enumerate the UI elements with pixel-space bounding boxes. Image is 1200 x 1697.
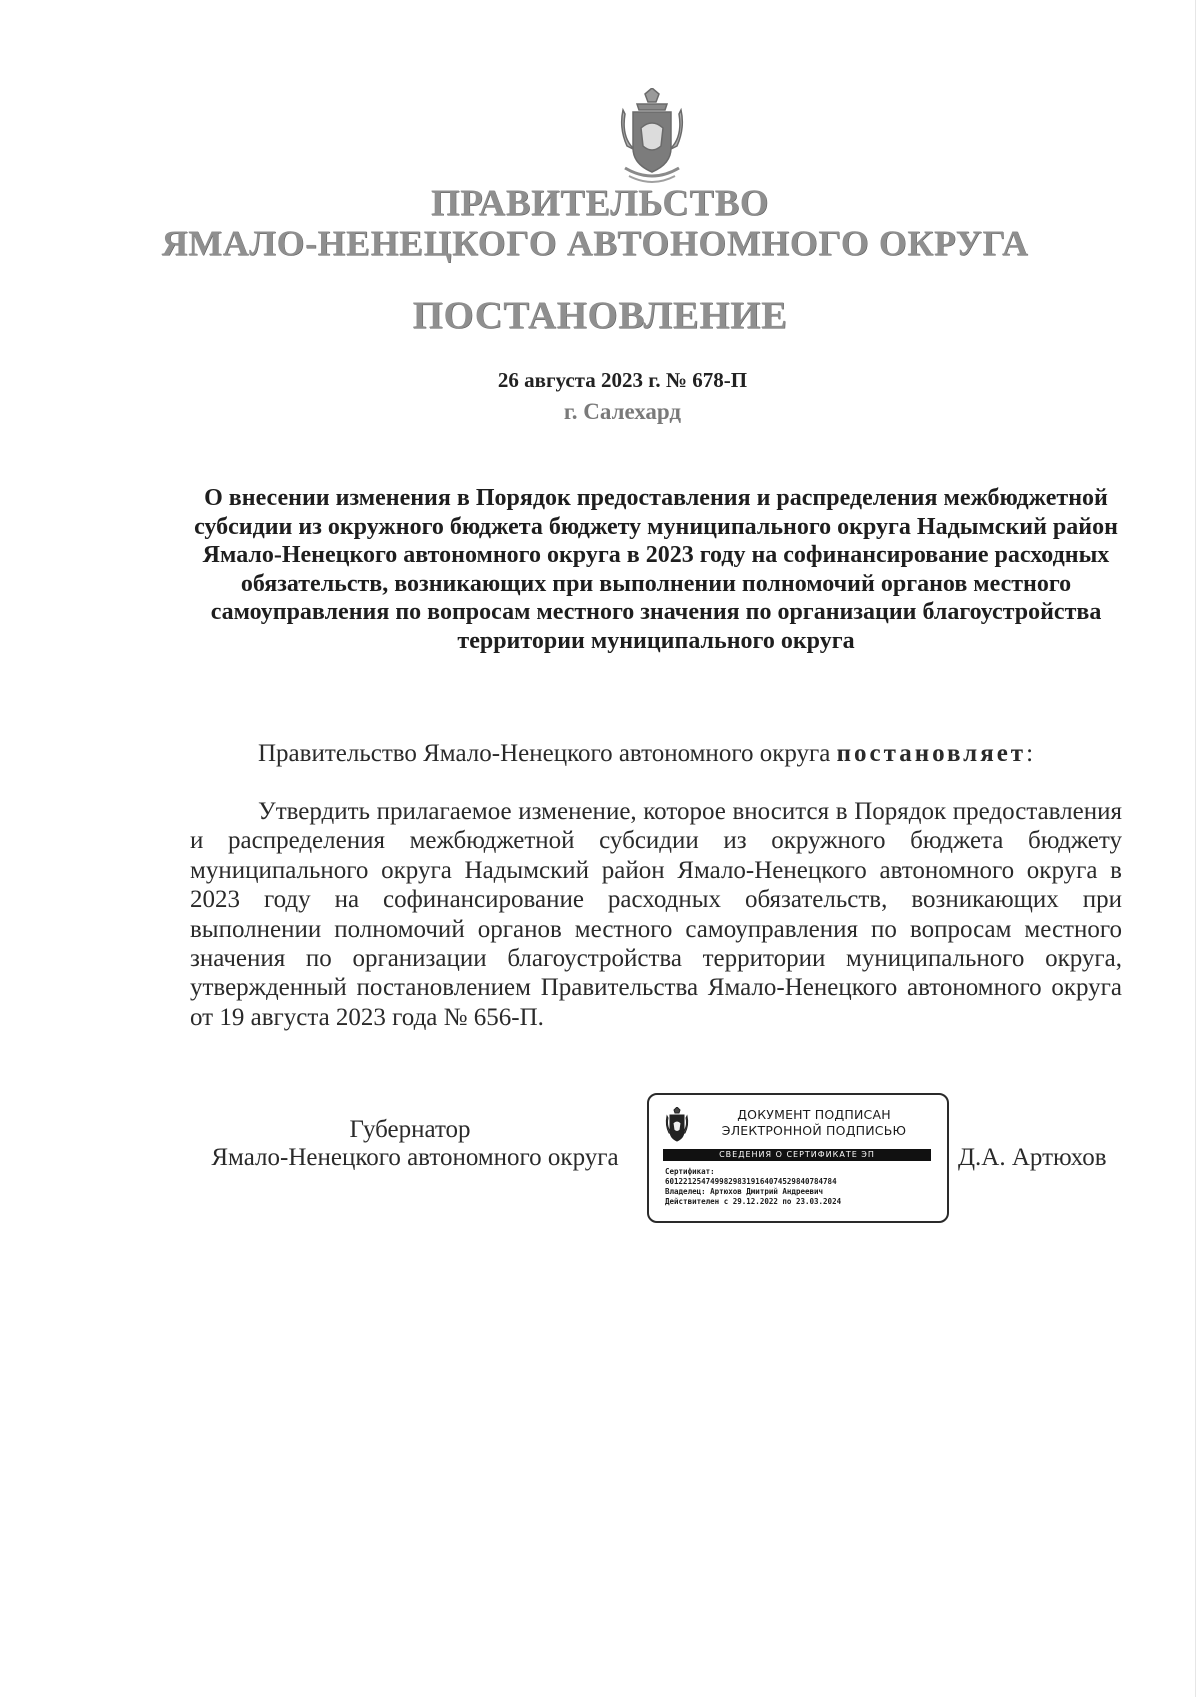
preamble-colon: : — [1026, 740, 1034, 767]
stamp-heading-line2: ЭЛЕКТРОННОЙ ПОДПИСЬЮ — [721, 1123, 907, 1138]
document-date-number: 26 августа 2023 г. № 678-П — [497, 368, 748, 392]
document-type-heading: ПОСТАНОВЛЕНИЕ — [412, 294, 788, 337]
signer-name: Д.А. Артюхов — [958, 1144, 1107, 1171]
document-subject: О внесении изменения в Порядок предоставления и распределения межбюджетной субсидии из окружного бюджета бюджету муниципального округа Надымский район Ямало-Ненецкого автономного округа в 2023 году на софинансирование расходных обязательств, возникающих при выполнении полномочий органов местного самоуправления по вопросам местного значения по организации благоустройства территории муниципального округа — [194, 485, 1118, 654]
coat-of-arms-icon — [615, 88, 689, 186]
stamp-heading-line1: ДОКУМЕНТ ПОДПИСАН — [737, 1107, 891, 1122]
body-paragraph: Утвердить прилагаемое изменение, которое вносится в Порядок предоставления и распределения межбюджетной субсидии из окружного бюджета бюджету муниципального округа Надымский район Ямало-Ненецкого автономного округа в 2023 году на софинансирование расходных обязательств, возникающих при выполнении полномочий органов местного самоуправления по вопросам местного значения по организации благоустройства территории муниципального округа, утвержденный постановлением Правительства Ямало-Ненецкого автономного округа от 19 августа 2023 года № 656-П. — [190, 798, 1122, 1031]
stamp-certificate-label: Сертификат: — [665, 1167, 715, 1176]
signer-position-region: Ямало-Ненецкого автономного округа — [211, 1144, 619, 1171]
stamp-validity: Действителен с 29.12.2022 по 23.03.2024 — [665, 1197, 842, 1206]
stamp-certificate-value: 601221254749982983191640745298407847​84 — [665, 1177, 837, 1186]
government-title: ПРАВИТЕЛЬСТВО — [430, 183, 770, 224]
preamble-text: Правительство Ямало-Ненецкого автономного округа — [258, 740, 837, 767]
decision-word: постановляет — [836, 740, 1027, 767]
government-region-title: ЯМАЛО-НЕНЕЦКОГО АВТОНОМНОГО ОКРУГА — [161, 223, 1029, 263]
stamp-certificate-bar: СВЕДЕНИЯ О СЕРТИФИКАТЕ ЭП — [663, 1149, 931, 1161]
document-city: г. Салехард — [563, 399, 682, 424]
preamble-paragraph — [190, 739, 1122, 768]
stamp-owner: Владелец: Артюхов Дмитрий Андреевич — [665, 1187, 824, 1196]
stamp-coat-of-arms-icon — [663, 1107, 691, 1145]
stamp-heading — [699, 1107, 929, 1139]
electronic-signature-stamp — [647, 1093, 949, 1223]
signer-position: Губернатор — [349, 1116, 471, 1143]
stamp-details — [665, 1167, 940, 1207]
page-edge-divider — [1195, 0, 1196, 1697]
